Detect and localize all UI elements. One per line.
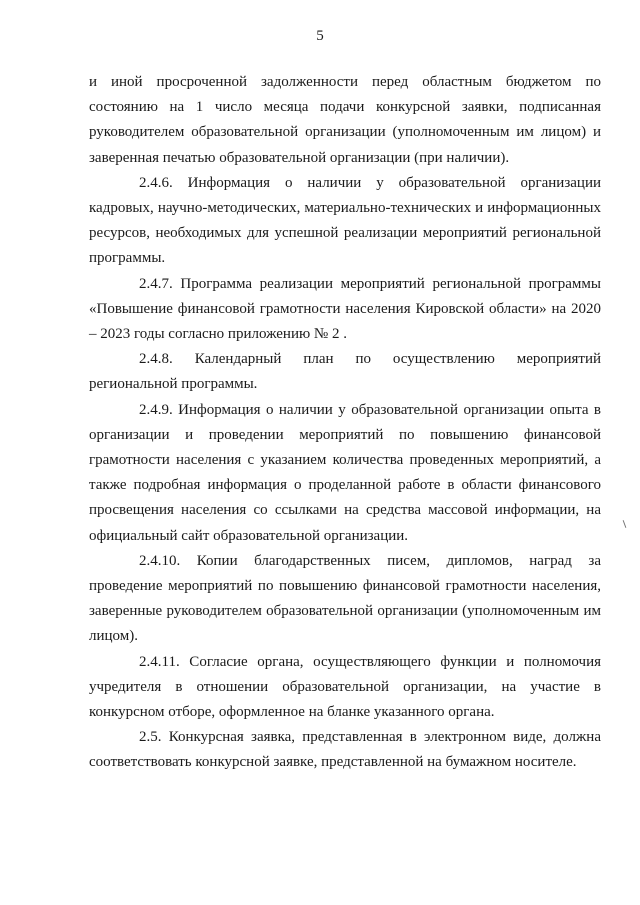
- paragraph-2-4-11: 2.4.11. Согласие органа, осуществляющего функции и полномочия учредителя в отношении образовательной организации, на участие в конкурсном отборе, оформленное на бланке указанного органа.: [89, 653, 601, 721]
- paragraph-2-5: 2.5. Конкурсная заявка, представленная в электронном виде, должна соответствовать конкурсной заявке, представленной на бумажном носителе.: [89, 729, 601, 771]
- document-body: [89, 70, 601, 776]
- paragraph-continuation: и иной просроченной задолженности перед областным бюджетом по состоянию на 1 число месяца подачи конкурсной заявки, подписанная руководителем образовательной организации (уполномоченным им лицом) и заверенная печатью образовательной организации (при наличии).: [89, 74, 601, 166]
- paragraph-2-4-8: 2.4.8. Календарный план по осуществлению мероприятий региональной программы.: [89, 351, 601, 393]
- paragraph-2-4-7: 2.4.7. Программа реализации мероприятий региональной программы «Повышение финансовой грамотности населения Кировской области» на 2020 – 2023 годы согласно приложению № 2 .: [89, 275, 601, 343]
- paragraph-2-4-9: 2.4.9. Информация о наличии у образовательной организации опыта в организации и проведении мероприятий по повышению финансовой грамотности населения с указанием количества проведенных мероприятий, а также подробная информация о проделанной работе в области финансового просвещения населения со ссылками на средства массовой информации, на официальный сайт образовательной организации.: [89, 401, 601, 544]
- scan-artifact-mark: [623, 520, 627, 528]
- paragraph-2-4-10: 2.4.10. Копии благодарственных писем, дипломов, наград за проведение мероприятий по повышению финансовой грамотности населения, заверенные руководителем образовательной организации (уполномоченным им лицом).: [89, 552, 601, 645]
- page-number: 5: [316, 28, 324, 44]
- paragraph-2-4-6: 2.4.6. Информация о наличии у образовательной организации кадровых, научно-методических, материально-технических и информационных ресурсов, необходимых для успешной реализации мероприятий региональной программы.: [89, 174, 601, 267]
